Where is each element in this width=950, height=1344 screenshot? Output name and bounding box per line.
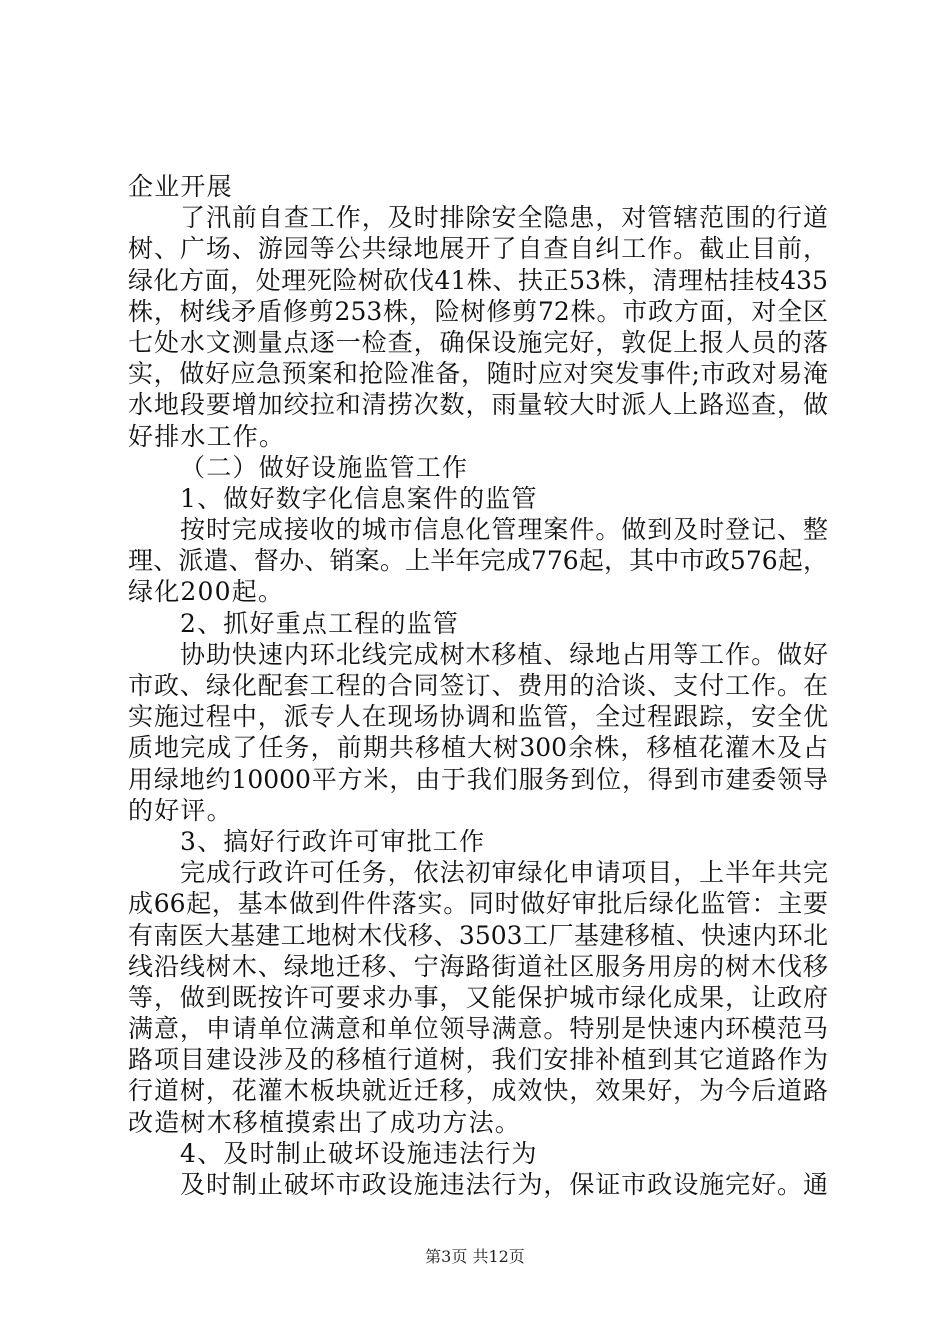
- text-line: 成66起，基本做到件件落实。同时做好审批后绿化监管：主要: [128, 889, 828, 919]
- text-line: 市政、绿化配套工程的合同签订、费用的洽谈、支付工作。在: [128, 671, 828, 700]
- text-line: 及时制止破坏市政设施违法行为，保证市政设施完好。通: [180, 1170, 828, 1199]
- text-line: 按时完成接收的城市信息化管理案件。做到及时登记、整: [180, 515, 828, 545]
- text-line: 线沿线树木、绿地迁移、宁海路街道社区服务用房的树木伐移: [128, 951, 828, 981]
- text-line: 等，做到既按许可要求办事，又能保护城市绿化成果，让政府: [128, 982, 828, 1012]
- text-line: 协助快速内环北线完成树木移植、绿地占用等工作。做好: [180, 639, 828, 669]
- text-line: 理、派遣、督办、销案。上半年完成776起，其中市政576起，: [128, 546, 828, 576]
- text-line: 绿化200起。: [128, 577, 285, 607]
- text-line: 七处水文测量点逐一检查，确保设施完好，敦促上报人员的落: [128, 327, 828, 357]
- text-line: 绿化方面，处理死险树砍伐41株、扶正53株，清理枯挂枝435: [128, 265, 828, 295]
- text-line: 质地完成了任务，前期共移植大树300余株，移植花灌木及占: [128, 733, 828, 763]
- text-line: 完成行政许可任务，依法初审绿化申请项目，上半年共完: [180, 858, 828, 888]
- text-line: 路项目建设涉及的移植行道树，我们安排补植到其它道路作为: [128, 1045, 828, 1075]
- page-number-footer: 第3页 共12页: [425, 1247, 525, 1266]
- text-line: 企业开展: [128, 172, 233, 201]
- subsection-heading: 4、及时制止破坏设施违法行为: [180, 1138, 538, 1168]
- text-line: 了汛前自查工作，及时排除安全隐患，对管辖范围的行道: [180, 203, 828, 233]
- text-line: 有南医大基建工地树木伐移、3503工厂基建移植、快速内环北: [128, 920, 828, 950]
- text-line: 实，做好应急预案和抢险准备，随时应对突发事件;市政对易淹: [128, 359, 828, 389]
- subsection-heading: 3、搞好行政许可审批工作: [180, 826, 486, 856]
- text-line: 株，树线矛盾修剪253株，险树修剪72株。市政方面，对全区: [128, 296, 828, 326]
- section-heading: （二）做好设施监管工作: [180, 452, 469, 482]
- text-line: 改造树木移植摸索出了成功方法。: [128, 1107, 522, 1137]
- text-line: 行道树，花灌木板块就近迁移，成效快，效果好，为今后道路: [128, 1076, 828, 1106]
- document-body: [128, 171, 828, 1200]
- text-line: 满意，申请单位满意和单位领导满意。特别是快速内环模范马: [128, 1014, 828, 1044]
- text-line: 树、广场、游园等公共绿地展开了自查自纠工作。截止目前，: [128, 234, 828, 264]
- text-line: 水地段要增加绞拉和清捞次数，雨量较大时派人上路巡查，做: [128, 390, 828, 420]
- subsection-heading: 2、抓好重点工程的监管: [180, 608, 460, 638]
- text-line: 实施过程中，派专人在现场协调和监管，全过程跟踪，安全优: [128, 702, 828, 732]
- subsection-heading: 1、做好数字化信息案件的监管: [180, 483, 538, 513]
- text-line: 的好评。: [128, 795, 233, 825]
- text-line: 好排水工作。: [128, 421, 286, 451]
- text-line: 用绿地约10000平方米，由于我们服务到位，得到市建委领导: [128, 764, 828, 794]
